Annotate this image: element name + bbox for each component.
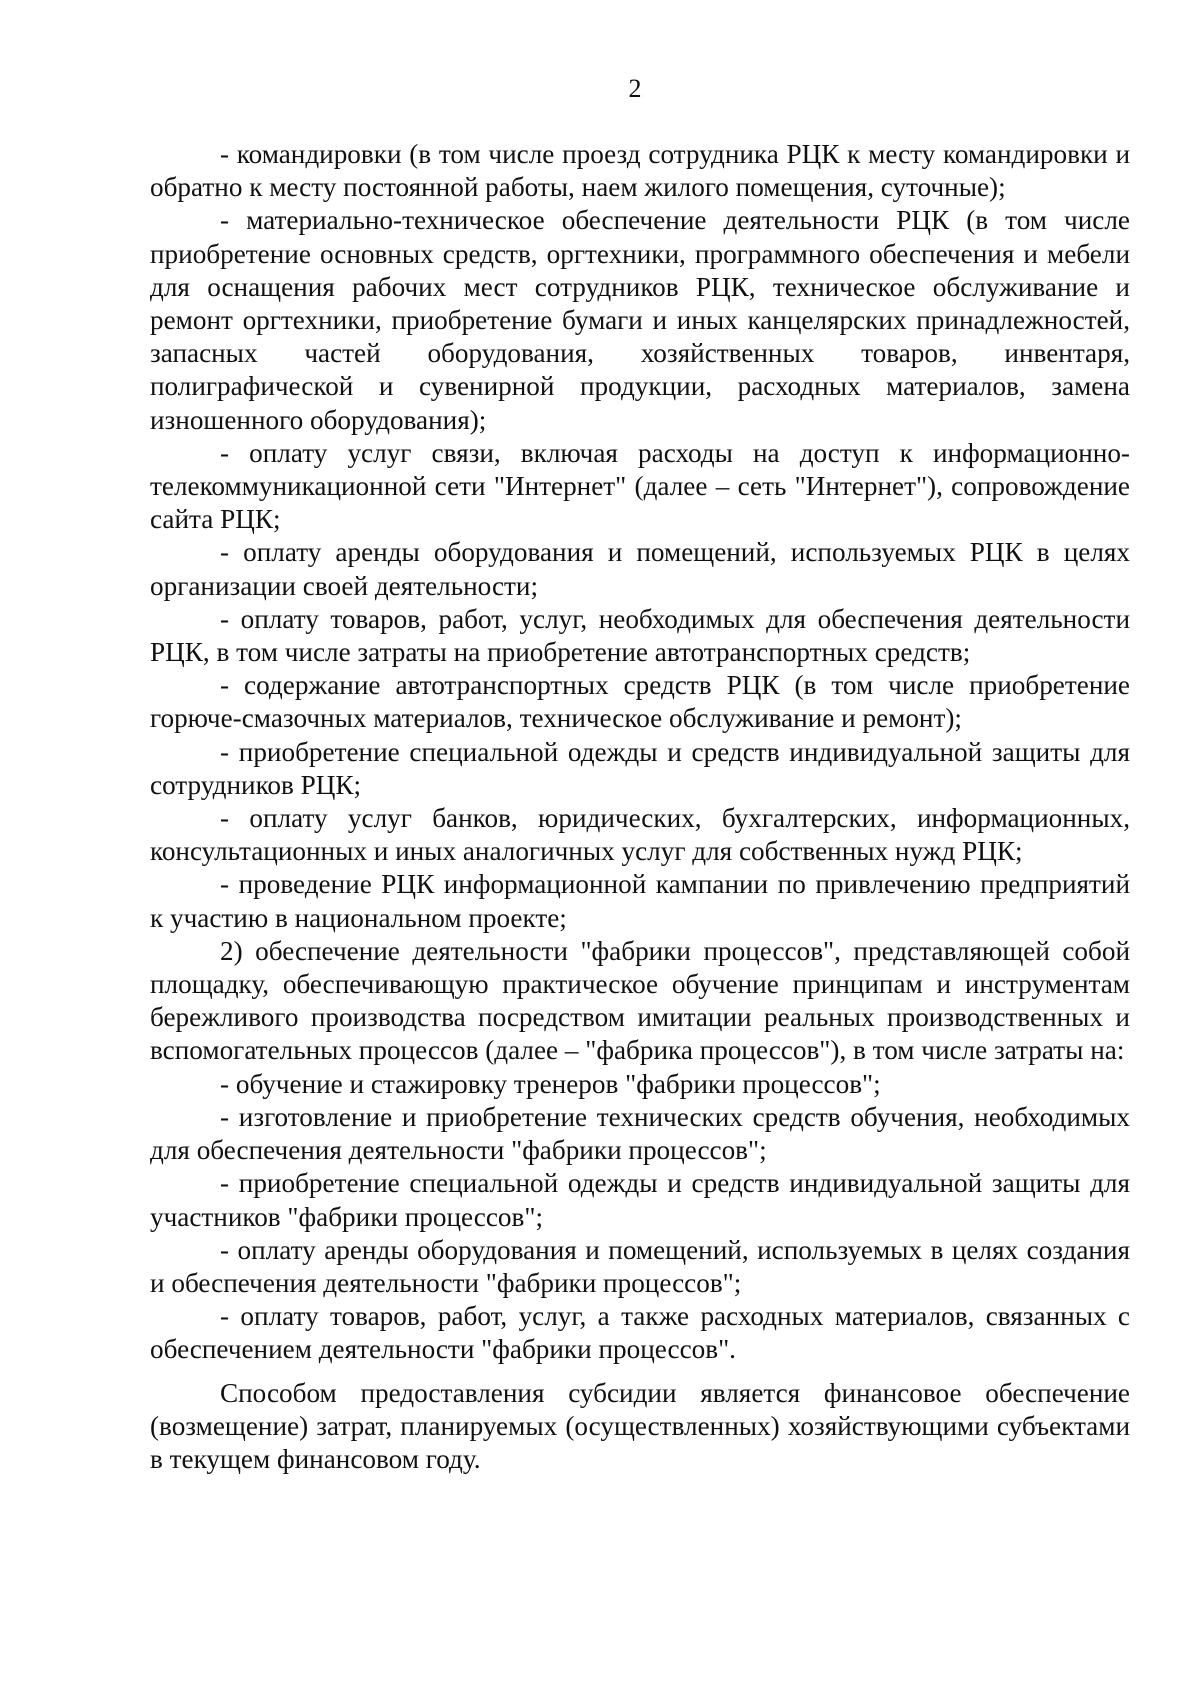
paragraph-goods-works-services: - оплату товаров, работ, услуг, необходимых для обеспечения деятельности РЦК, в том числе затраты на приобретение автотранспортных средств; — [150, 603, 1130, 668]
paragraph-equipment-rent: - оплату аренды оборудования и помещений, используемых РЦК в целях организации своей деятельности; — [150, 537, 1130, 601]
page-number: 2 — [628, 74, 642, 103]
paragraph-information-campaign: - проведение РЦК информационной кампании по привлечению предприятий к участию в национальном проекте; — [150, 869, 1130, 933]
paragraph-factory-materials: - оплату товаров, работ, услуг, а также расходных материалов, связанных с обеспечением деятельности "фабрики процессов". — [150, 1301, 1130, 1365]
document-body — [150, 138, 1130, 1476]
paragraph-communication-services: - оплату услуг связи, включая расходы на доступ к информационно-телекоммуникационной сети "Интернет" (далее – сеть "Интернет"), сопровождение сайта РЦК; — [150, 437, 1130, 535]
paragraph-material-support: - материально-техническое обеспечение деятельности РЦК (в том числе приобретение основных средств, оргтехники, программного обеспечения и мебели для оснащения рабочих мест сотрудников РЦК, техническое обслуживание и ремонт оргтехники, приобретение бумаги и иных канцелярских принадлежностей, запасных частей оборудования, хозяйственных товаров, инвентаря, полиграфической и сувенирной продукции, расходных материалов, замена изношенного оборудования); — [150, 205, 1130, 435]
paragraph-trainer-training: - обучение и стажировку тренеров "фабрики процессов"; — [220, 1068, 881, 1099]
paragraph-vehicle-maintenance: - содержание автотранспортных средств РЦК (в том числе приобретение горюче-смазочных материалов, техническое обслуживание и ремонт); — [150, 670, 1130, 734]
paragraph-bank-legal-services: - оплату услуг банков, юридических, бухгалтерских, информационных, консультационных и иных аналогичных услуг для собственных нужд РЦК; — [150, 803, 1130, 867]
paragraph-protective-clothing-staff: - приобретение специальной одежды и средств индивидуальной защиты для сотрудников РЦК; — [150, 736, 1130, 800]
paragraph-subsidy-method: Способом предоставления субсидии является финансовое обеспечение (возмещение) затрат, планируемых (осуществленных) хозяйствующими субъектами в текущем финансовом году. — [150, 1377, 1130, 1474]
paragraph-business-trips: - командировки (в том числе проезд сотрудника РЦК к месту командировки и обратно к месту постоянной работы, наем жилого помещения, суточные); — [150, 139, 1130, 203]
paragraph-factory-rent: - оплату аренды оборудования и помещений, используемых в целях создания и обеспечения деятельности "фабрики процессов"; — [150, 1234, 1130, 1298]
paragraph-process-factory: 2) обеспечение деятельности "фабрики процессов", представляющей собой площадку, обеспечивающую практическое обучение принципам и инструментам бережливого производства посредством имитации реальных производственных и вспомогательных процессов (далее – "фабрика процессов"), в том числе затраты на: — [150, 935, 1130, 1066]
paragraph-training-equipment: - изготовление и приобретение технических средств обучения, необходимых для обеспечения деятельности "фабрики процессов"; — [150, 1101, 1130, 1166]
paragraph-protective-clothing-participants: - приобретение специальной одежды и средств индивидуальной защиты для участников "фабрики процессов"; — [150, 1168, 1130, 1232]
